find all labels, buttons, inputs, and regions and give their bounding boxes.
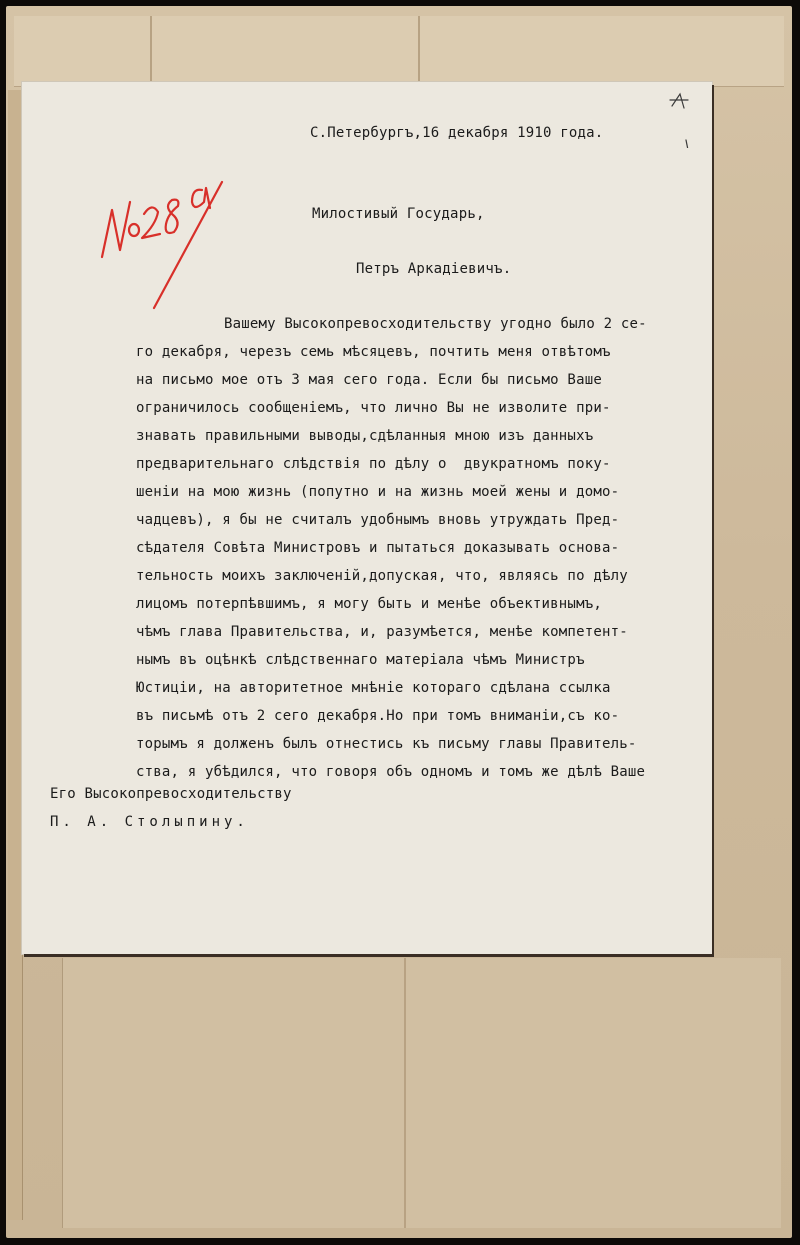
body-text-line: тельность моихъ заключенiй,допуская, что, являясь по дѣлу [136,568,628,584]
body-text-line: Юстицiи, на авторитетное мнѣнiе котораго сдѣлана ссылка [136,680,611,696]
folder-fold-line [418,16,420,86]
body-text-line: ограничилось сообщенiемъ, что лично Вы не изволите при- [136,400,611,416]
recipient-name: П. А. Столыпину. [50,814,249,830]
body-text-line: ства, я убѣдился, что говоря объ одномъ и томъ же дѣлѣ Ваше [136,764,646,780]
underlying-sheet-fold [404,958,406,1228]
body-text-line: нымъ въ оцѣнкѣ слѣдственнаго матерiала чѣмъ Министръ [136,652,585,668]
body-text-line: шенiи на мою жизнь (попутно и на жизнь моей жены и домо- [136,484,620,500]
body-text-line: чадцевъ), я бы не считалъ удобнымъ вновь утруждать Пред- [136,512,620,528]
body-text-line: знавать правильными выводы,сдѣланныя мною изъ данныхъ [136,428,594,444]
body-text-line: предварительнаго слѣдствiя по дѣлу о двукратномъ поку- [136,456,611,472]
body-text-line: на письмо мое отъ 3 мая сего года. Если бы письмо Ваше [136,372,602,388]
body-text-line: Вашему Высокопревосходительству угодно было 2 се- [224,316,647,332]
folder-fold-line [150,16,152,86]
body-text-line: лицомъ потерпѣвшимъ, я могу быть и менѣе объективнымъ, [136,596,602,612]
body-text-line: торымъ я долженъ былъ отнестись къ письму главы Правитель- [136,736,637,752]
folder-spine [8,90,23,1220]
body-text-line: въ письмѣ отъ 2 сего декабря.Но при томъ вниманiи,съ ко- [136,708,620,724]
addressee-name-line: Петръ Аркадiевичъ. [356,261,512,277]
letter-date: С.Петербургъ,16 декабря 1910 года. [310,125,604,141]
body-text-line: сѣдателя Совѣта Министровъ и пытаться доказывать основа- [136,540,620,556]
underlying-sheet [62,958,781,1228]
salutation-line: Милостивый Государь, [312,206,485,222]
body-text-line: го декабря, черезъ семь мѣсяцевъ, почтить меня отвѣтомъ [136,344,611,360]
body-text-line: чѣмъ глава Правительства, и, разумѣется, менѣе компетент- [136,624,628,640]
folder-top-flap [14,16,784,87]
typed-letter-text [22,82,712,954]
letter-page [22,82,712,954]
recipient-title: Его Высокопревосходительству [50,786,292,802]
